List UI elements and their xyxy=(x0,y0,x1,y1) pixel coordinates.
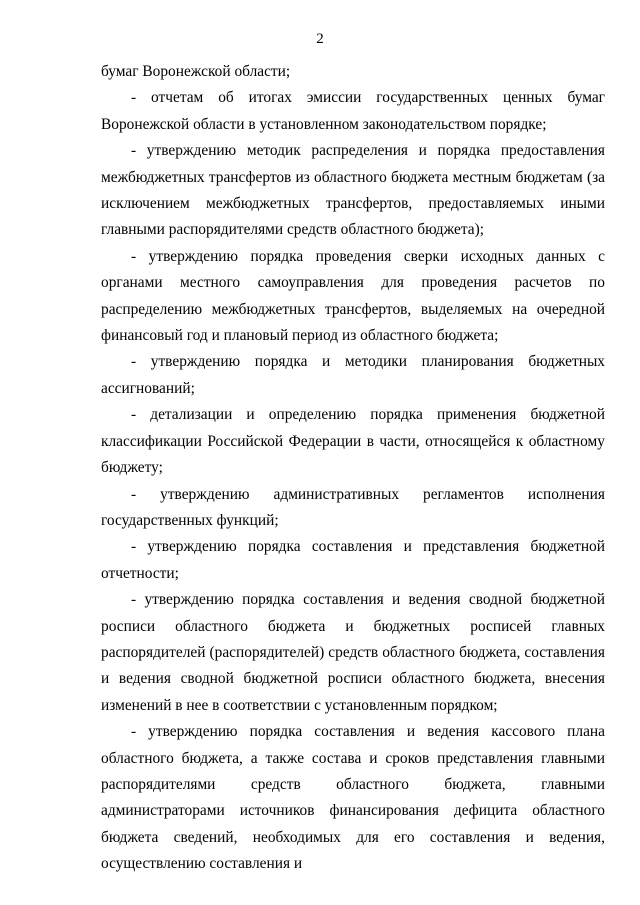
paragraph-cash-plan: - утверждению порядка составления и ведения кассового плана областного бюджета, а также состава и сроков представления главными распорядителями средств областного бюджета, главными администраторами источников финансирования дефицита областного бюджета сведений, необходимых для его составления и ведения, осуществлению составления и xyxy=(101,723,605,873)
paragraph-budget-classification: - детализации и определению порядка применения бюджетной классификации Российской Федерации в части, относящейся к областному бюджету; xyxy=(101,406,605,477)
paragraph-continuation: бумаг Воронежской области; xyxy=(101,63,291,80)
page-number: 2 xyxy=(316,31,324,47)
paragraph-budget-listing: - утверждению порядка составления и ведения сводной бюджетной росписи областного бюджета и бюджетных росписей главных распорядителей (распорядителей) средств областного бюджета, составления и ведения сводной бюджетной росписи областного бюджета, внесения изменений в нее в соответствии с установленным порядком; xyxy=(101,591,605,714)
paragraph-data-reconciliation: - утверждению порядка проведения сверки исходных данных с органами местного самоуправления для проведения расчетов по распределению межбюджетных трансфертов, выделяемых на очередной финансовый год и плановый период из областного бюджета; xyxy=(101,247,605,345)
paragraph-budget-reporting: - утверждению порядка составления и представления бюджетной отчетности; xyxy=(101,538,605,582)
paragraph-administrative-regulations: - утверждению административных регламентов исполнения государственных функций; xyxy=(101,485,605,529)
document-body xyxy=(101,59,605,878)
paragraph-securities-emission: - отчетам об итогах эмиссии государственных ценных бумаг Воронежской области в установленном законодательством порядке; xyxy=(101,89,605,133)
paragraph-transfer-methods: - утверждению методик распределения и порядка предоставления межбюджетных трансфертов из областного бюджета местным бюджетам (за исключением межбюджетных трансфертов, предоставляемых иными главными распорядителями средств областного бюджета); xyxy=(101,142,605,239)
paragraph-budget-planning: - утверждению порядка и методики планирования бюджетных ассигнований; xyxy=(101,353,605,397)
